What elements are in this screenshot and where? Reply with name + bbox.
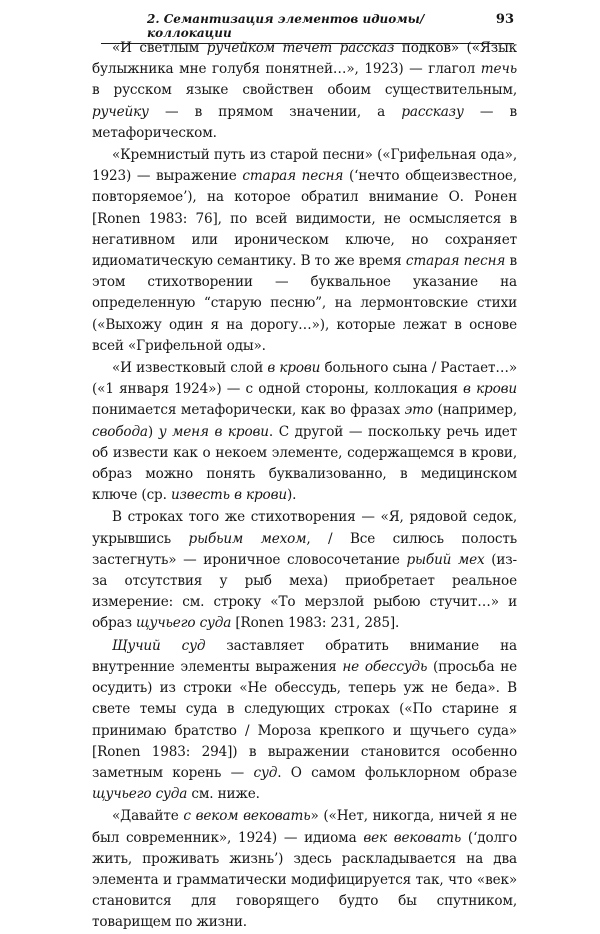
text-run: понимается метафорически, как во фразах xyxy=(92,402,405,419)
page-number: 93 xyxy=(495,12,514,27)
italic-run: не обессудь xyxy=(342,658,428,675)
italic-run: течь xyxy=(480,61,517,78)
text-run: см. ниже. xyxy=(187,786,260,803)
text-run: (просьба не осудить) из строки «Не обессудь, теперь уж не беда». В свете темы суда в следующих строках («По старине я принимаю братство / Мороза крепкого и щучьего суда» [Ronen 1983: 294]) в выражении становится особенно заметным корень — xyxy=(92,658,517,781)
italic-run: щучьего суда xyxy=(92,786,188,803)
text-run: «Кремнистый путь из старой песни» («Грифельная ода», 1923) — выражение xyxy=(92,147,517,185)
italic-run: рассказу xyxy=(401,103,464,120)
text-run: » («Нет, никогда, ничей я не был современник», 1924) — идиома xyxy=(92,808,518,846)
text-run: В строках того же стихотворения — «Я, рядовой седок, укрывшись xyxy=(92,509,517,547)
text-run: (например, xyxy=(432,402,517,419)
italic-run: старая песня xyxy=(242,168,344,185)
text-run: ). xyxy=(286,487,297,504)
italic-run: суд xyxy=(253,764,278,781)
italic-run: в крови xyxy=(267,360,321,377)
chapter-title: 2. Семантизация элементов идиомы/коллокации xyxy=(147,12,425,40)
paragraph xyxy=(92,806,517,933)
italic-run: рыбий мех xyxy=(406,551,485,568)
italic-run: это xyxy=(404,402,433,419)
italic-run: в крови xyxy=(463,381,517,398)
text-run: [Ronen 1983: 231, 285]. xyxy=(231,615,400,632)
paragraph xyxy=(92,636,517,806)
italic-run: старая песня xyxy=(405,253,506,270)
text-run: в этом стихотворении — буквальное указание на определенную “старую песню”, на лермонтовские стихи («Выхожу один я на дорогу…»), которые лежат в основе всей «Грифельной оды». xyxy=(92,253,517,354)
italic-run: Щучий суд xyxy=(112,637,206,654)
text-run: «Давайте xyxy=(112,808,184,825)
italic-run: с веком вековать xyxy=(183,808,311,825)
paragraph xyxy=(92,358,517,506)
text-run: . О самом фольклорном образе xyxy=(277,764,517,781)
text-run: . С другой — поскольку речь идет об извести как о некоем элементе, содержащемся в крови, образ можно понять буквализованно, в медицинском ключе (ср. xyxy=(92,423,518,504)
text-run: заставляет обратить внимание на внутренние элементы выражения xyxy=(92,637,517,675)
text-run: больного сына / Растает…» («1 января 1924») — с одной стороны, коллокация xyxy=(92,360,517,398)
text-run: (‘нечто общеизвестное, повторяемое’), на которое обратил внимание О. Ронен [Ronen 1983: 76], по всей видимости, не осмысляется в негативном или ироническом ключе, но сохраняет идиоматическую семантику. В то же время xyxy=(92,168,517,270)
text-run: подков» («Язык булыжника мне голубя понятней…», 1923) — глагол xyxy=(92,40,517,78)
text-run: ) xyxy=(147,423,159,440)
text-run: (‘долго жить, проживать жизнь’) здесь раскладывается на два элемента и грамматически модифицируется так, что «век» становится для говорящего будто бы спутником, товарищем по жизни. xyxy=(92,829,517,931)
text-run: «И светлым xyxy=(112,40,207,56)
text-run: (из-за отсутствия у рыб меха) приобретает реальное измерение: см. строку «То мерзлой рыбою стучит…» и образ xyxy=(92,551,517,632)
italic-run: известь в крови xyxy=(170,487,287,504)
body-text xyxy=(92,38,517,934)
text-run: «И известковый слой xyxy=(112,360,268,377)
italic-run: век вековать xyxy=(363,829,462,846)
text-run: , / Все силюсь полость застегнуть» — ироничное словосочетание xyxy=(92,530,517,568)
italic-run: ручейку xyxy=(92,103,149,120)
italic-run: ручейком течет рассказ xyxy=(206,40,395,56)
paragraph xyxy=(92,38,517,144)
paragraph xyxy=(92,145,517,357)
italic-run: у меня в крови xyxy=(158,423,269,440)
italic-run: рыбьим мехом xyxy=(188,530,307,547)
text-run: — в прямом значении, а xyxy=(148,103,402,120)
text-run: в русском языке свойствен обоим существительным, xyxy=(92,82,517,99)
italic-run: щучьего суда xyxy=(136,615,232,632)
italic-run: свобода xyxy=(92,423,148,440)
paragraph xyxy=(92,507,517,634)
text-run: — в метафорическом. xyxy=(92,103,517,141)
